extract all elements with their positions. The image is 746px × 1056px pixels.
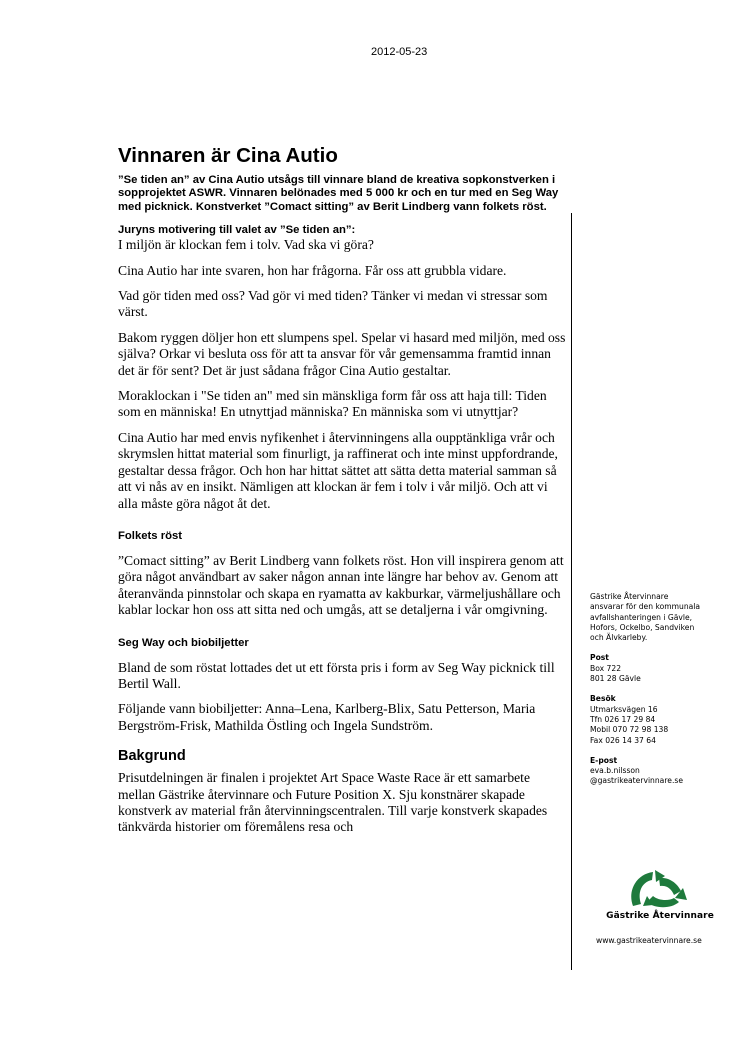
jury-paragraph: Cina Autio har med envis nyfikenhet i återvinningens alla oupptänkliga vrår och skrymslen hittat material som finurligt, ja raffinerat och inte minst uppfordrande, gestaltar dessa frågor. Och hon har hittat sättet att sätta detta material samman så att vi nås av en insikt. Nämligen att klockan är fem i tolv i vår miljö. Och att vi alla måste göra något åt det. [118, 429, 558, 511]
sidebar-divider [571, 213, 572, 970]
folkets-heading: Folkets röst [118, 529, 183, 542]
jury-paragraph: Vad gör tiden med oss? Vad gör vi med tiden? Tänker vi medan vi stressar som värst. [118, 288, 548, 320]
company-logo [600, 868, 720, 921]
post-line: Box 722 [590, 663, 622, 673]
sidebar-epost [590, 756, 740, 787]
logo-name: Gästrike Återvinnare [606, 911, 714, 921]
jury-paragraph: Cina Autio har inte svaren, hon har frågorna. Får oss att grubbla vidare. [118, 262, 507, 278]
segway-heading: Seg Way och biobiljetter [118, 636, 249, 649]
date: 2012-05-23 [371, 46, 428, 58]
segway-paragraph: Bland de som röstat lottades det ut ett första pris i form av Seg Way picknick till Bertil Wall. [118, 659, 555, 691]
sidebar-intro-line: Gästrike Återvinnare [590, 592, 669, 601]
post-label: Post [590, 653, 609, 663]
epost-label: E-post [590, 755, 618, 765]
sidebar-intro [590, 592, 740, 643]
sidebar-intro-line: och Älvkarleby. [590, 633, 648, 643]
sidebar-post [590, 653, 740, 684]
besok-line: Fax 026 14 37 64 [590, 735, 656, 745]
folkets-paragraph: ”Comact sitting” av Berit Lindberg vann folkets röst. Hon vill inspirera genom att göra något användbart av saker någon annan inte längre har behov av. Genom att återanvända pinnstolar och skapa en ryamatta av kakburkar, värmeljushållare och kablar lockar hon oss att sitta ned och umgås, att se detaljerna i vår omgivning. [118, 552, 564, 618]
epost-line: @gastrikeatervinnare.se [590, 776, 684, 786]
recycle-logo-icon [625, 868, 695, 910]
bakgrund-heading: Bakgrund [118, 748, 186, 765]
bio-paragraph: Följande vann biobiljetter: Anna–Lena, Karlberg-Blix, Satu Petterson, Maria Bergström-Frisk, Mathilda Östling och Ingela Sundström. [118, 701, 536, 733]
sidebar-intro-line: Hofors, Ockelbo, Sandviken [590, 622, 695, 632]
logo-url: www.gastrikeatervinnare.se [596, 936, 702, 945]
besok-label: Besök [590, 694, 616, 704]
main-content [118, 144, 568, 845]
contact-sidebar [590, 592, 740, 797]
besok-line: Tfn 026 17 29 84 [590, 714, 656, 724]
jury-heading: Juryns motivering till valet av ”Se tiden an”: [118, 224, 356, 237]
sidebar-intro-line: ansvarar för den kommunala [590, 602, 701, 612]
jury-paragraph: I miljön är klockan fem i tolv. Vad ska vi göra? [118, 237, 374, 253]
page-title: Vinnaren är Cina Autio [118, 144, 338, 167]
bakgrund-paragraph: Prisutdelningen är finalen i projektet Art Space Waste Race är ett samarbete mellan Gästrike återvinnare och Future Position X. Sju konstnärer skapade konstverk av material från återvinningscentralen. Till varje konstverk skapades tänkvärda historier om föremålens resa och [118, 770, 548, 835]
besok-line: Mobil 070 72 98 138 [590, 725, 669, 735]
post-line: 801 28 Gävle [590, 674, 641, 684]
sidebar-intro-line: avfallshanteringen i Gävle, [590, 612, 693, 622]
besok-line: Utmarksvägen 16 [590, 704, 658, 714]
epost-line: eva.b.nilsson [590, 766, 640, 776]
sidebar-besok [590, 694, 740, 745]
lead-paragraph: ”Se tiden an” av Cina Autio utsågs till vinnare bland de kreativa sopkonstverken i sopprojektet ASWR. Vinnaren belönades med 5 000 kr och en tur med en Seg Way med picknick. Konstverket ”Comact sitting” av Berit Lindberg vann folkets röst. [118, 174, 559, 213]
jury-paragraph: Moraklockan i "Se tiden an" med sin mänskliga form får oss att haja till: Tiden som en människa! En utnyttjad människa? En människa som vi utnyttjar? [118, 388, 547, 420]
jury-paragraph: Bakom ryggen döljer hon ett slumpens spel. Spelar vi hasard med miljön, med oss själva? Orkar vi besluta oss för att ta ansvar för vår gemensamma framtid innan det är för sent? Det är just sådana frågor Cina Autio gestaltar. [118, 329, 566, 378]
